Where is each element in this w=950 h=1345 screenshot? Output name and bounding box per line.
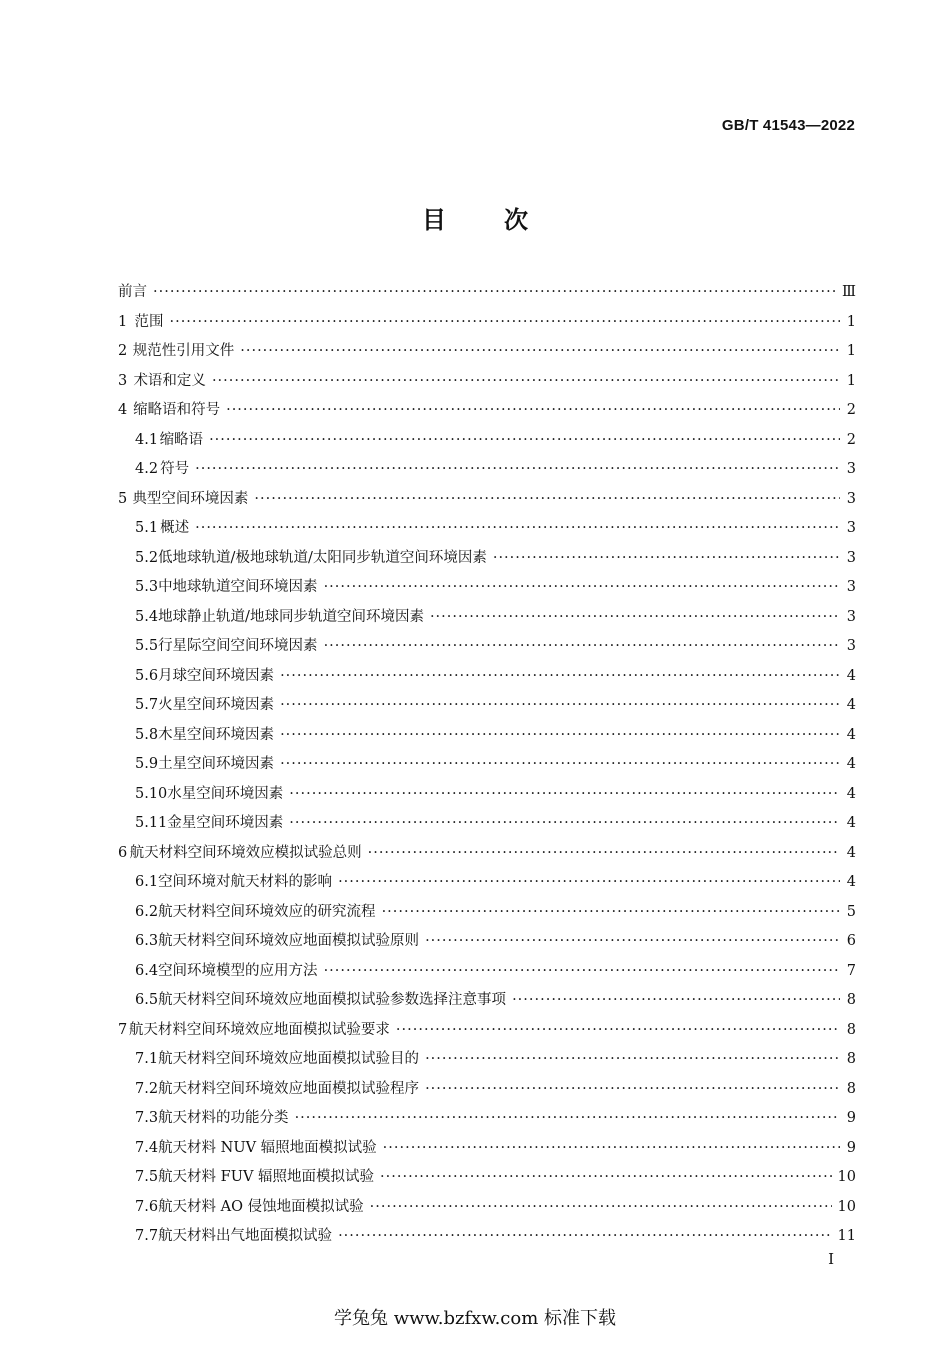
toc-entry-label: 航天材料空间环境效应地面模拟试验程序 [158,1080,420,1097]
toc-entry[interactable] [118,426,856,456]
toc-entry-label: 规范性引用文件 [132,343,235,359]
toc-leader-dots [370,1193,832,1223]
toc-entry-label: 水星空间环境因素 [167,785,284,802]
toc-entry-page: 4 [846,844,856,861]
toc-entry[interactable] [118,514,856,544]
toc-entry-number: 7.5 [135,1169,159,1185]
toc-entry[interactable] [118,308,856,338]
toc-entry-number: 7.6 [135,1198,159,1215]
toc-entry[interactable] [118,632,856,662]
toc-leader-dots [153,278,836,308]
toc-leader-dots [338,1222,831,1252]
toc-entry-page: 2 [846,402,856,418]
toc-entry-page: 1 [846,313,856,330]
toc-leader-dots [295,1104,840,1134]
toc-leader-dots [280,691,840,721]
page-title [0,200,950,235]
toc-entry-number: 5.2 [135,549,159,566]
toc-leader-dots [425,1075,840,1105]
toc-leader-dots [226,396,840,426]
toc-entry-page: 4 [846,874,856,890]
toc-leader-dots [289,809,840,839]
toc-entry-number: 6.2 [135,903,159,920]
toc-leader-dots [368,839,840,869]
toc-entry-label: 前言 [118,284,147,300]
toc-leader-dots [338,868,840,898]
watermark-text: 学兔兔 www.bzfxw.com 标准下载 [333,1308,617,1329]
toc-leader-dots [280,662,840,692]
toc-entry[interactable] [118,367,856,397]
toc-leader-dots [383,1134,840,1164]
toc-entry-label: 术语和定义 [133,372,206,389]
toc-entry-page: 4 [846,815,856,831]
toc-leader-dots [430,603,840,633]
toc-entry-page: 1 [846,372,856,389]
standard-code: GB/T 41543—2022 [721,117,855,134]
toc-entry[interactable] [118,780,856,810]
toc-entry-label: 航天材料空间环境效应地面模拟试验参数选择注意事项 [158,992,507,1008]
toc-entry-number: 6.5 [135,992,159,1008]
toc-entry-label: 概述 [160,520,190,536]
toc-entry-page: 3 [846,461,856,477]
toc-entry-label: 范围 [134,313,164,330]
toc-entry[interactable] [118,986,856,1016]
toc-entry-page: 4 [846,726,856,743]
toc-leader-dots [396,1016,840,1046]
toc-entry-page: 1 [846,343,856,359]
toc-entry[interactable] [118,927,856,957]
toc-entry-number: 4.2 [135,461,159,477]
toc-entry-page: 8 [846,1080,856,1097]
toc-entry-page: 3 [846,608,856,625]
toc-entry-label: 空间环境模型的应用方法 [158,962,318,979]
toc-entry-page: 4 [846,697,856,713]
toc-entry-page: 3 [846,638,856,654]
toc-entry-number: 5.3 [135,579,159,595]
toc-entry-label: 航天材料空间环境效应的研究流程 [158,903,376,920]
toc-leader-dots [324,573,840,603]
toc-entry[interactable] [118,278,856,308]
toc-entry-label: 金星空间环境因素 [167,815,284,831]
toc-entry[interactable] [118,839,856,869]
toc-entry-label: 典型空间环境因素 [132,490,249,507]
table-of-contents [118,278,856,1252]
toc-entry-number: 5.4 [135,608,159,625]
toc-entry-page: 10 [837,1169,856,1185]
toc-entry-label: 月球空间环境因素 [158,667,275,684]
toc-entry-page: 2 [846,431,856,448]
toc-entry-page: 3 [846,520,856,536]
toc-entry-number: 5.9 [135,756,159,772]
toc-leader-dots [493,544,840,574]
toc-entry-label: 木星空间环境因素 [158,726,275,743]
toc-entry-number: 7 [118,1021,128,1038]
toc-entry-number: 7.2 [135,1080,159,1097]
toc-entry[interactable] [118,485,856,515]
toc-entry[interactable] [118,396,856,426]
toc-entry[interactable] [118,1075,856,1105]
toc-entry-page: 9 [846,1110,856,1126]
toc-entry-number: 6.1 [135,874,159,890]
toc-entry-label: 航天材料 AO 侵蚀地面模拟试验 [158,1198,364,1215]
toc-entry-number: 5.8 [135,726,159,743]
toc-entry[interactable] [118,1134,856,1164]
toc-entry[interactable] [118,455,856,485]
toc-entry[interactable] [118,809,856,839]
toc-entry-label: 火星空间环境因素 [158,697,275,713]
toc-entry-number: 5.7 [135,697,159,713]
toc-entry[interactable] [118,544,856,574]
toc-entry[interactable] [118,603,856,633]
toc-entry-page: 5 [846,903,856,920]
toc-entry-page: 8 [846,1021,856,1038]
toc-entry-label: 航天材料 NUV 辐照地面模拟试验 [158,1139,377,1156]
toc-entry[interactable] [118,750,856,780]
toc-entry-page: 6 [846,933,856,949]
toc-entry-number: 7.1 [135,1051,159,1067]
toc-entry-page: 8 [846,1051,856,1067]
toc-entry-label: 行星际空间空间环境因素 [158,638,318,654]
toc-entry-label: 土星空间环境因素 [158,756,275,772]
toc-leader-dots [280,721,840,751]
toc-entry-number: 5 [118,490,128,507]
toc-entry-page: 4 [846,756,856,772]
toc-entry[interactable] [118,721,856,751]
toc-entry-page: 4 [846,667,856,684]
toc-leader-dots [195,455,840,485]
toc-entry-label: 航天材料空间环境效应地面模拟试验目的 [158,1051,420,1067]
toc-leader-dots [212,367,840,397]
toc-entry-page: 3 [846,549,856,566]
toc-entry[interactable] [118,898,856,928]
toc-entry-number: 5.6 [135,667,159,684]
toc-entry-number: 5.1 [135,520,159,536]
toc-entry-label: 中地球轨道空间环境因素 [158,579,318,595]
toc-leader-dots [382,898,840,928]
toc-entry-page: Ⅲ [842,284,856,300]
toc-entry-number: 2 [118,343,128,359]
toc-leader-dots [512,986,840,1016]
toc-entry-number: 4.1 [135,431,159,448]
toc-entry-page: 9 [846,1139,856,1156]
toc-entry-label: 缩略语 [159,431,204,448]
toc-entry-label: 低地球轨道/极地球轨道/太阳同步轨道空间环境因素 [158,549,487,566]
toc-entry[interactable] [118,1104,856,1134]
toc-entry[interactable] [118,1045,856,1075]
toc-leader-dots [425,1045,840,1075]
toc-entry-number: 3 [118,372,128,389]
toc-leader-dots [324,957,840,987]
toc-entry-number: 7.7 [135,1228,159,1244]
toc-entry[interactable] [118,868,856,898]
toc-entry-label: 空间环境对航天材料的影响 [158,874,333,890]
toc-leader-dots [380,1163,832,1193]
toc-leader-dots [209,426,840,456]
toc-entry[interactable] [118,1222,856,1252]
toc-entry-page: 4 [846,785,856,802]
toc-entry-number: 5.5 [135,638,159,654]
toc-entry[interactable] [118,1163,856,1193]
toc-leader-dots [425,927,840,957]
toc-entry-page: 8 [846,992,856,1008]
toc-entry[interactable] [118,662,856,692]
toc-entry-page: 7 [846,962,856,979]
toc-entry-label: 航天材料空间环境效应地面模拟试验要求 [128,1021,390,1038]
toc-leader-dots [324,632,840,662]
toc-entry-page: 11 [837,1228,856,1244]
toc-entry-number: 6.4 [135,962,159,979]
toc-entry-page: 3 [846,490,856,507]
toc-entry-page: 10 [837,1198,856,1215]
toc-entry[interactable] [118,1193,856,1223]
toc-entry-label: 航天材料空间环境效应地面模拟试验原则 [158,933,420,949]
toc-entry-number: 1 [118,313,128,330]
toc-entry-label: 地球静止轨道/地球同步轨道空间环境因素 [158,608,424,625]
toc-entry-number: 7.4 [135,1139,159,1156]
toc-entry[interactable] [118,957,856,987]
toc-entry[interactable] [118,337,856,367]
toc-leader-dots [169,308,840,338]
title-char-2: 次 [504,205,528,234]
toc-entry-label: 符号 [160,461,190,477]
toc-entry-number: 5.10 [135,785,168,802]
toc-entry-number: 5.11 [135,815,168,831]
toc-entry-number: 7.3 [135,1110,159,1126]
title-char-1: 目 [422,205,446,234]
toc-entry[interactable] [118,573,856,603]
toc-entry-label: 航天材料出气地面模拟试验 [158,1228,333,1244]
toc-leader-dots [254,485,840,515]
toc-entry-label: 航天材料的功能分类 [158,1110,289,1126]
toc-entry[interactable] [118,691,856,721]
toc-entry-number: 4 [118,402,128,418]
page-folio: I [828,1250,834,1268]
toc-entry-number: 6.3 [135,933,159,949]
toc-entry-number: 6 [118,844,128,861]
toc-entry[interactable] [118,1016,856,1046]
toc-leader-dots [240,337,840,367]
toc-entry-label: 航天材料空间环境效应模拟试验总则 [129,844,362,861]
toc-leader-dots [280,750,840,780]
toc-leader-dots [195,514,840,544]
toc-entry-label: 航天材料 FUV 辐照地面模拟试验 [158,1169,375,1185]
toc-leader-dots [289,780,840,810]
toc-entry-label: 缩略语和符号 [133,402,221,418]
toc-entry-page: 3 [846,579,856,595]
